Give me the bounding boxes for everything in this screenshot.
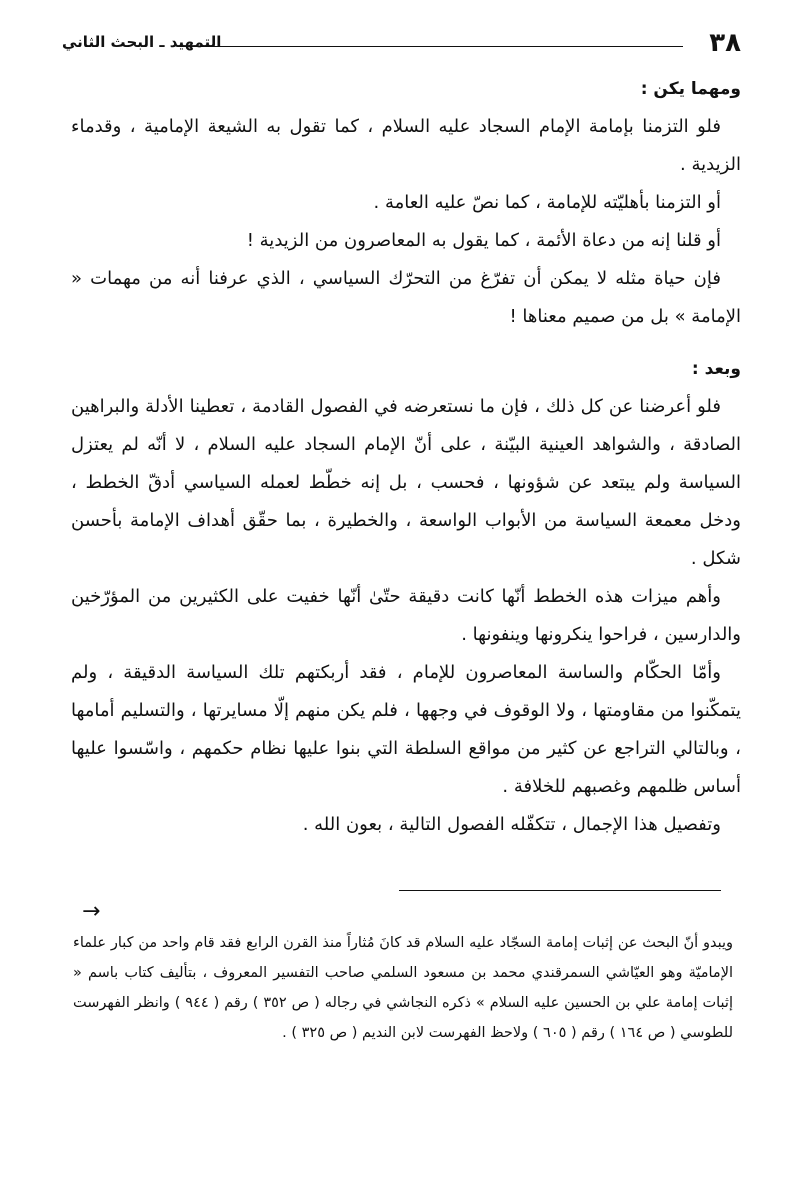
footnotes: [73, 928, 733, 1048]
paragraph: فلو التزمنا بإمامة الإمام السجاد عليه السلام ، كما تقول به الشيعة الإمامية ، وقدماء الزيدية .: [71, 116, 741, 175]
section-heading: ومهما يكن :: [640, 79, 741, 99]
page-header: [62, 28, 741, 60]
paragraph: فإن حياة مثله لا يمكن أن تفرّغ من التحرّك السياسي ، الذي عرفنا أنه من مهمات « الإمامة » بل من صميم معناها !: [71, 268, 741, 327]
running-title: التمهيد ـ البحث الثاني: [62, 33, 222, 51]
paragraph: أو التزمنا بأهليّته للإمامة ، كما نصّ عليه العامة .: [373, 192, 721, 213]
paragraph: وأمّا الحكّام والساسة المعاصرون للإمام ، فقد أربكتهم تلك السياسة الدقيقة ، ولم يتمكّنوا من مقاومتها ، ولا الوقوف في وجهها ، فلم يكن منهم إلّا مسايرتها ، والتسليم أمامها ، وبالتالي التراجع عن كثير من مواقع السلطة التي بنوا عليها نظام حكمهم ، واسّسوا عليها أساس ظلمهم وغصبهم للخلافة .: [71, 662, 741, 797]
paragraph: أو قلنا إنه من دعاة الأئمة ، كما يقول به المعاصرون من الزيدية !: [246, 230, 721, 251]
page-number: ٣٨: [709, 28, 741, 58]
continuation-arrow-icon: →: [82, 899, 101, 924]
paragraph: وتفصيل هذا الإجمال ، تتكفّله الفصول التالية ، بعون الله .: [302, 814, 721, 835]
paragraph: فلو أعرضنا عن كل ذلك ، فإن ما نستعرضه في الفصول القادمة ، تعطينا الأدلة والبراهين الصادقة ، والشواهد العينية البيّنة ، على أنّ الإمام السجاد عليه السلام ، لا أنّه لم يعتزل السياسة ولم يبتعد عن شؤونها ، فحسب ، بل إنه خطّط لعمله السياسي أدقّ الخطط ، ودخل معمعة السياسة من الأبواب الواسعة ، والخطيرة ، بما حقّق أهداف الإمامة بأحسن شكل .: [71, 396, 741, 569]
paragraph: وأهم ميزات هذه الخطط أنّها كانت دقيقة حتّىٰ أنّها خفيت على الكثيرين من المؤرّخين والدارسين ، فراحوا ينكرونها وينفونها .: [71, 586, 741, 645]
footnote-text: ويبدو أنّ البحث عن إثبات إمامة السجّاد عليه السلام قد كانَ مُثاراً منذ القرن الرابع فقد قام واحد من كبار علماء الإماميّة وهو العيّاشي السمرقندي محمد بن مسعود السلمي صاحب التفسير المعروف ، بتأليف كتاب باسم « إثبات إمامة علي بن الحسين عليه السلام » ذكره النجاشي في رجاله ( ص ٣٥٢ ) رقم ( ٩٤٤ ) وانظر الفهرست للطوسي ( ص ١٦٤ ) رقم ( ٦٠٥ ) ولاحظ الفهرست لابن النديم ( ص ٣٢٥ ) .: [73, 935, 733, 1041]
main-text: [71, 70, 741, 844]
section-heading: وبعد :: [691, 359, 741, 379]
header-rule: [180, 46, 683, 47]
footnote-separator: [399, 890, 721, 891]
